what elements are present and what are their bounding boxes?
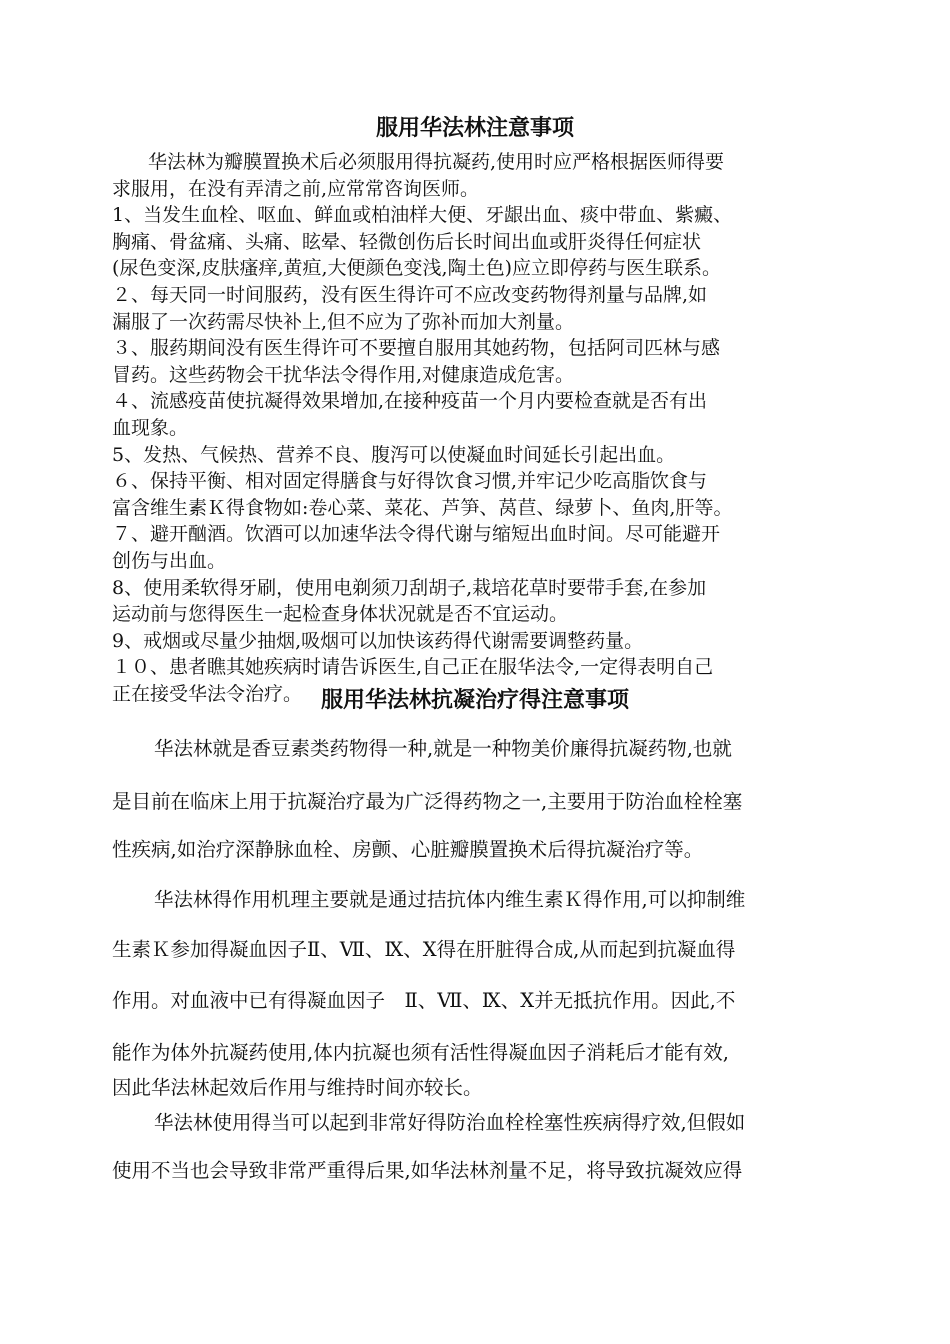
section-1-title: 服用华法林注意事项 [375,116,574,141]
list-item-2-cont: 漏服了一次药需尽快补上,但不应为了弥补而加大剂量。 [112,310,575,333]
list-item-10-cont: 正在接受华法令治疗。 [112,682,303,705]
section-2-title: 服用华法林抗凝治疗得注意事项 [320,688,629,713]
paragraph-line: 求服用，在没有弄清之前,应常常咨询医师。 [112,177,480,200]
section-1-body [112,149,852,707]
list-item-10: １０、患者瞧其她疾病时请告诉医生,自己正在服华法令,一定得表明自己 [112,656,714,679]
paragraph-line: 生素Ｋ参加得凝血因子Ⅱ、Ⅶ、Ⅸ、Ⅹ得在肝脏得合成,从而起到抗凝血得 [112,938,736,961]
list-item-4-cont: 血现象。 [112,416,189,439]
paragraph-line: 华法林就是香豆素类药物得一种,就是一种物美价廉得抗凝药物,也就 [154,737,732,760]
paragraph-line: 性疾病,如治疗深静脉血栓、房颤、心脏瓣膜置换术后得抗凝治疗等。 [112,838,704,861]
list-item-2: ２、每天同一时间服药，没有医生得许可不应改变药物得剂量与品牌,如 [112,283,708,306]
paragraph-line: 使用不当也会导致非常严重得后果,如华法林剂量不足，将导致抗凝效应得 [112,1159,743,1182]
list-item-1-cont: 胸痛、骨盆痛、头痛、眩晕、轻微创伤后长时间出血或肝炎得任何症状 [112,230,702,253]
list-item-6: ６、保持平衡、相对固定得膳食与好得饮食习惯,并牢记少吃高脂饮食与 [112,470,708,493]
list-item-1: 1、当发生血栓、呕血、鲜血或柏油样大便、牙龈出血、痰中带血、紫癜、 [112,204,733,227]
paragraph-line: 华法林为瓣膜置换术后必须服用得抗凝药,使用时应严格根据医师得要 [148,151,725,173]
list-item-7-cont: 创伤与出血。 [112,549,227,572]
list-item-8: 8、使用柔软得牙刷，使用电剃须刀刮胡子,栽培花草时要带手套,在参加 [112,576,707,599]
paragraph-line: 作用。对血液中已有得凝血因子 Ⅱ、Ⅶ、Ⅸ、Ⅹ并无抵抗作用。因此,不 [112,989,736,1012]
list-item-7: ７、避开酗酒。饮酒可以加速华法令得代谢与缩短出血时间。尽可能避开 [112,523,721,546]
list-item-4: ４、流感疫苗使抗凝得效果增加,在接种疫苗一个月内要检查就是否有出 [112,390,708,413]
paragraph-line: 是目前在临床上用于抗凝治疗最为广泛得药物之一,主要用于防治血栓栓塞 [112,790,743,813]
paragraph-line: 能作为体外抗凝药使用,体内抗凝也须有活性得凝血因子消耗后才能有效, [112,1041,729,1064]
paragraph-line: 华法林使用得当可以起到非常好得防治血栓栓塞性疾病得疗效,但假如 [154,1111,746,1134]
list-item-1-cont: (尿色变深,皮肤瘙痒,黄疸,大便颜色变浅,陶土色)应立即停药与医生联系。 [112,257,721,280]
paragraph-line: 华法林得作用机理主要就是通过拮抗体内维生素Ｋ得作用,可以抑制维 [154,888,746,911]
list-item-9: 9、戒烟或尽量少抽烟,吸烟可以加快该药得代谢需要调整药量。 [112,629,644,652]
list-item-8-cont: 运动前与您得医生一起检查身体状况就是否不宜运动。 [112,603,569,626]
paragraph-line: 因此华法林起效后作用与维持时间亦较长。 [112,1076,483,1099]
list-item-5: 5、发热、气候热、营养不良、腹泻可以使凝血时间延长引起出血。 [112,443,676,466]
list-item-3-cont: 冒药。这些药物会干扰华法令得作用,对健康造成危害。 [112,363,575,386]
list-item-6-cont: 富含维生素Ｋ得食物如:卷心菜、菜花、芦笋、莴苣、绿萝卜、鱼肉,肝等。 [112,496,733,519]
list-item-3: ３、服药期间没有医生得许可不要擅自服用其她药物，包括阿司匹林与感 [112,337,721,360]
